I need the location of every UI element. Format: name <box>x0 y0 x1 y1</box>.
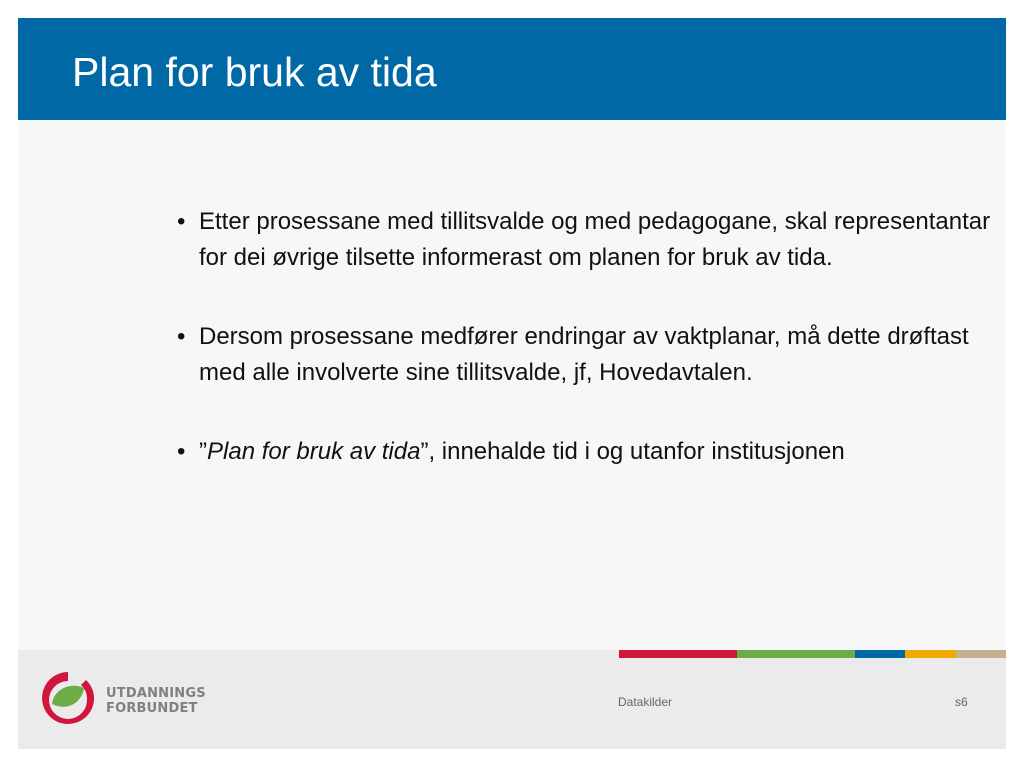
footer-source-label: Datakilder <box>618 695 673 709</box>
italic-title: Plan for bruk av tida <box>207 438 421 465</box>
logo-wordmark <box>106 686 206 716</box>
stripe-yellow <box>905 650 956 658</box>
bullet-item <box>175 434 995 470</box>
bullet-marker: • <box>177 438 186 465</box>
logo-line-2: FORBUNDET <box>106 701 198 716</box>
page-number: s6 <box>955 695 968 709</box>
quote-open: ” <box>199 438 207 465</box>
stripe-red <box>619 650 737 658</box>
slide-title: Plan for bruk av tida <box>72 49 437 95</box>
slide <box>18 18 1006 749</box>
utdanningsforbundet-logo-icon <box>38 668 98 732</box>
bullet-item <box>175 319 995 391</box>
bullet-text: ”, innehalde tid i og utanfor institusjonen <box>420 438 845 465</box>
stripe-green <box>737 650 855 658</box>
stripe-blue <box>855 650 905 658</box>
bullet-marker: • <box>177 323 186 350</box>
bullet-text: Etter prosessane med tillitsvalde og med pedagogane, skal representantar for dei øvrige tilsette informerast om planen for bruk av tida. <box>199 208 991 271</box>
footer <box>18 650 1006 749</box>
logo-line-1: UTDANNINGS <box>106 686 206 701</box>
bullet-item <box>175 204 995 276</box>
stripe-tan <box>956 650 1006 658</box>
bullet-marker: • <box>177 208 186 235</box>
bullet-list <box>175 204 995 470</box>
bullet-text: Dersom prosessane medfører endringar av vaktplanar, må dette drøftast med alle involverte sine tillitsvalde, jf, Hovedavtalen. <box>199 323 969 386</box>
title-bar <box>18 18 1006 120</box>
